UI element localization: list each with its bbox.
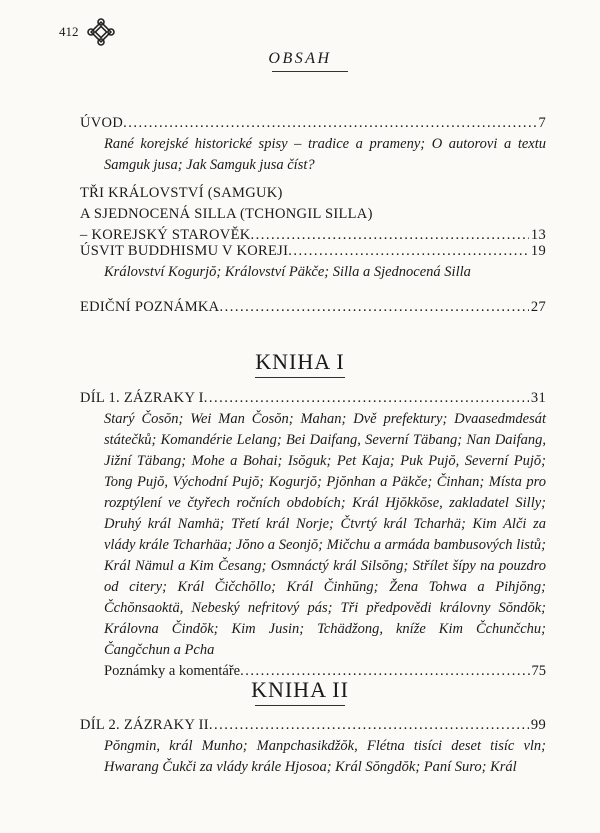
entry-label: ÚSVIT BUDDHISMU V KOREJI bbox=[80, 243, 289, 259]
toc-entry-uvod bbox=[80, 113, 546, 176]
leader-dots bbox=[288, 241, 529, 262]
leader-dots bbox=[219, 297, 528, 318]
toc-entry-edicni-poznamka bbox=[80, 297, 546, 318]
entry-label: ÚVOD bbox=[80, 115, 124, 131]
toc-entry-tri-kralovstvi bbox=[80, 183, 546, 246]
entry-subtopics: Království Kogurjŏ; Království Päkče; Silla a Sjednocená Silla bbox=[104, 264, 471, 280]
entry-page: 27 bbox=[530, 299, 546, 315]
leader-dots bbox=[209, 715, 529, 736]
entry-label: DÍL 2. ZÁZRAKY II bbox=[80, 717, 209, 733]
toc-entry-dil-1 bbox=[80, 388, 546, 682]
entry-page: 99 bbox=[530, 717, 546, 733]
toc-entry-usvit-buddhismu bbox=[80, 241, 546, 283]
entry-page: 31 bbox=[530, 390, 546, 406]
entry-subtopics: Rané korejské historické spisy – tradice a prameny; O autorovi a textu Samguk jusa; Jak Samguk jusa číst? bbox=[104, 136, 546, 173]
entry-subtopics: Pŏngmin, král Munho; Manpchasikdžŏk, Flétna tisíci deset tisíc vln; Hwarang Čukči za vlády krále Hjosoa; Král Sŏngdŏk; Paní Suro; Král bbox=[104, 738, 546, 775]
entry-subtopics: Starý Čosŏn; Wei Man Čosŏn; Mahan; Dvě prefektury; Dvaasedmdesát státečků; Komandérie Lelang; Bei Daifang, Severní Täbang; Nan Daifang, Jižní Täbang; Mohe a Bohai; Isŏguk; Pet Kaja; Puk Pujŏ, Severní Pujŏ; Tong Pujŏ, Východní Pujŏ; Kogurjŏ; Pjŏnhan a Päkče; Činhan; Místa pro rozptýlení ve čtyřech ročních obdobích; Král Hjŏkkŏse, zakladatel Silly; Druhý král Namhä; Třetí král Norje; Čtvrtý král Tcharhä; Kim Alči za vlády krále Tcharhäa; Jŏno a Seonjŏ; Mičchu a armáda bambusových listů; Král Nämul a Kim Česang; Osmnáctý král Silsŏng; Střílet šípy na pouzdro od citery; Král Čičchŏllo; Král Činhŭng; Žena Tohwa a Pihjŏng; Čchŏnsaoktä, Nebeský nefritový pás; Tři předpovědi královny Sŏndŏk; Královna Čindŏk; Kim Jusin; Tchädžong, kníže Kim Čchunčchu; Čangčchun a Pcha bbox=[104, 411, 546, 658]
endless-knot-ornament-icon bbox=[86, 17, 116, 47]
leader-dots bbox=[123, 113, 536, 134]
entry-label: EDIČNÍ POZNÁMKA bbox=[80, 299, 220, 315]
toc-entry-dil-2 bbox=[80, 715, 546, 778]
notes-label: Poznámky a komentáře bbox=[104, 663, 241, 679]
toc-header: OBSAH bbox=[268, 50, 332, 67]
entry-page: 7 bbox=[538, 115, 546, 131]
entry-label-line2: A SJEDNOCENÁ SILLA (TCHONGIL SILLA) bbox=[80, 206, 373, 222]
book-2-rule bbox=[255, 705, 345, 706]
entry-page: 13 bbox=[530, 227, 546, 243]
entry-label: DÍL 1. ZÁZRAKY I bbox=[80, 390, 204, 406]
book-1-title: KNIHA I bbox=[255, 349, 345, 374]
leader-dots bbox=[204, 388, 529, 409]
entry-page: 19 bbox=[530, 243, 546, 259]
entry-label-line3: – KOREJSKÝ STAROVĚK bbox=[80, 227, 251, 243]
entry-label-line1: TŘI KRÁLOVSTVÍ (SAMGUK) bbox=[80, 185, 283, 201]
notes-page: 75 bbox=[531, 663, 546, 679]
header-rule bbox=[272, 71, 348, 72]
book-2-title: KNIHA II bbox=[251, 677, 349, 702]
book-1-rule bbox=[255, 377, 345, 378]
page-number: 412 bbox=[59, 24, 79, 39]
